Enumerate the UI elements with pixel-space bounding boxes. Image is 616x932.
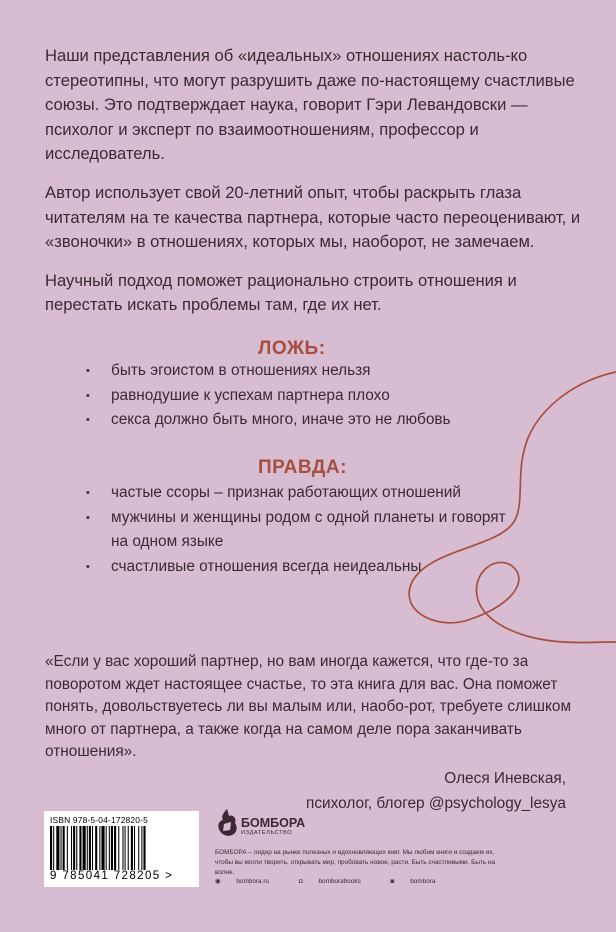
social-instagram[interactable] xyxy=(299,878,375,885)
publisher-subtitle: ИЗДАТЕЛЬСТВО xyxy=(241,830,293,836)
list-item: • частые ссоры – признак работающих отношений xyxy=(86,481,516,506)
publisher-name: БОМБОРА xyxy=(241,816,306,830)
social-links xyxy=(215,877,463,885)
social-vk[interactable] xyxy=(391,878,450,885)
lies-list xyxy=(86,359,451,433)
list-item: • секса должно быть много, иначе это не любовь xyxy=(86,408,451,433)
instagram-icon: ◘ xyxy=(298,878,303,885)
social-site-label: bombora.ru xyxy=(236,878,270,885)
list-item: • мужчины и женщины родом с одной планеты и говорят на одном языке xyxy=(86,506,516,555)
barcode-number: 9 785041 728205 > xyxy=(50,870,174,882)
list-item: • равнодушие к успехам партнера плохо xyxy=(86,384,451,409)
publisher-description: БОМБОРА – лидер на рынке полезных и вдохновляющих книг. Мы любим книги и создаем их, чтобы вы могли творить, открывать мир, пробовать новое, расти. Быть счастливыми. Быть на волне. xyxy=(215,849,496,877)
social-ig-label: bomborabooks xyxy=(318,878,361,885)
social-vk-label: bombora xyxy=(410,878,436,885)
social-site[interactable] xyxy=(215,878,283,885)
truth-heading: ПРАВДА: xyxy=(258,457,347,478)
quote-author xyxy=(306,767,566,816)
author-role: психолог, блогер @psychology_lesya xyxy=(306,794,566,812)
intro-paragraph-2: Автор использует свой 20-летний опыт, чтобы раскрыть глаза читателям на те качества партнера, которые часто переоценивают, и «звоночки» в отношениях, которых мы, наоборот, не замечаем. xyxy=(45,182,581,252)
vk-icon: ◙ xyxy=(390,878,395,885)
list-item: • быть эгоистом в отношениях нельзя xyxy=(86,359,451,384)
barcode xyxy=(44,811,199,887)
globe-icon: ◉ xyxy=(215,878,221,885)
bombora-logo-icon xyxy=(215,808,239,838)
truth-list xyxy=(86,481,516,579)
lies-heading: ЛОЖЬ: xyxy=(258,338,326,359)
isbn-text: ISBN 978-5-04-172820-5 xyxy=(50,815,148,825)
list-item: • счастливые отношения всегда неидеальны xyxy=(86,555,516,580)
description-text xyxy=(45,44,585,332)
intro-paragraph-1: Наши представления об «идеальных» отношениях настоль-ко стереотипны, что могут разрушить даже по-настоящему счастливые союзы. Это подтверждает наука, говорит Гэри Левандовски — психолог и эксперт по взаимоотношениям, профессор и исследователь. xyxy=(45,46,575,164)
review-quote: «Если у вас хороший партнер, но вам иногда кажется, что где-то за поворотом ждет настоящее счастье, то эта книга для вас. Она поможет понять, довольствуетесь ли вы малым или, наобо-рот, требуете слишком много от партнера, а также когда на самом деле пора заканчивать отношения». xyxy=(45,653,572,761)
intro-paragraph-3: Научный подход поможет рационально строить отношения и перестать искать проблемы там, где их нет. xyxy=(45,270,517,315)
author-name: Олеся Иневская, xyxy=(444,770,566,787)
barcode-bars xyxy=(50,826,193,870)
